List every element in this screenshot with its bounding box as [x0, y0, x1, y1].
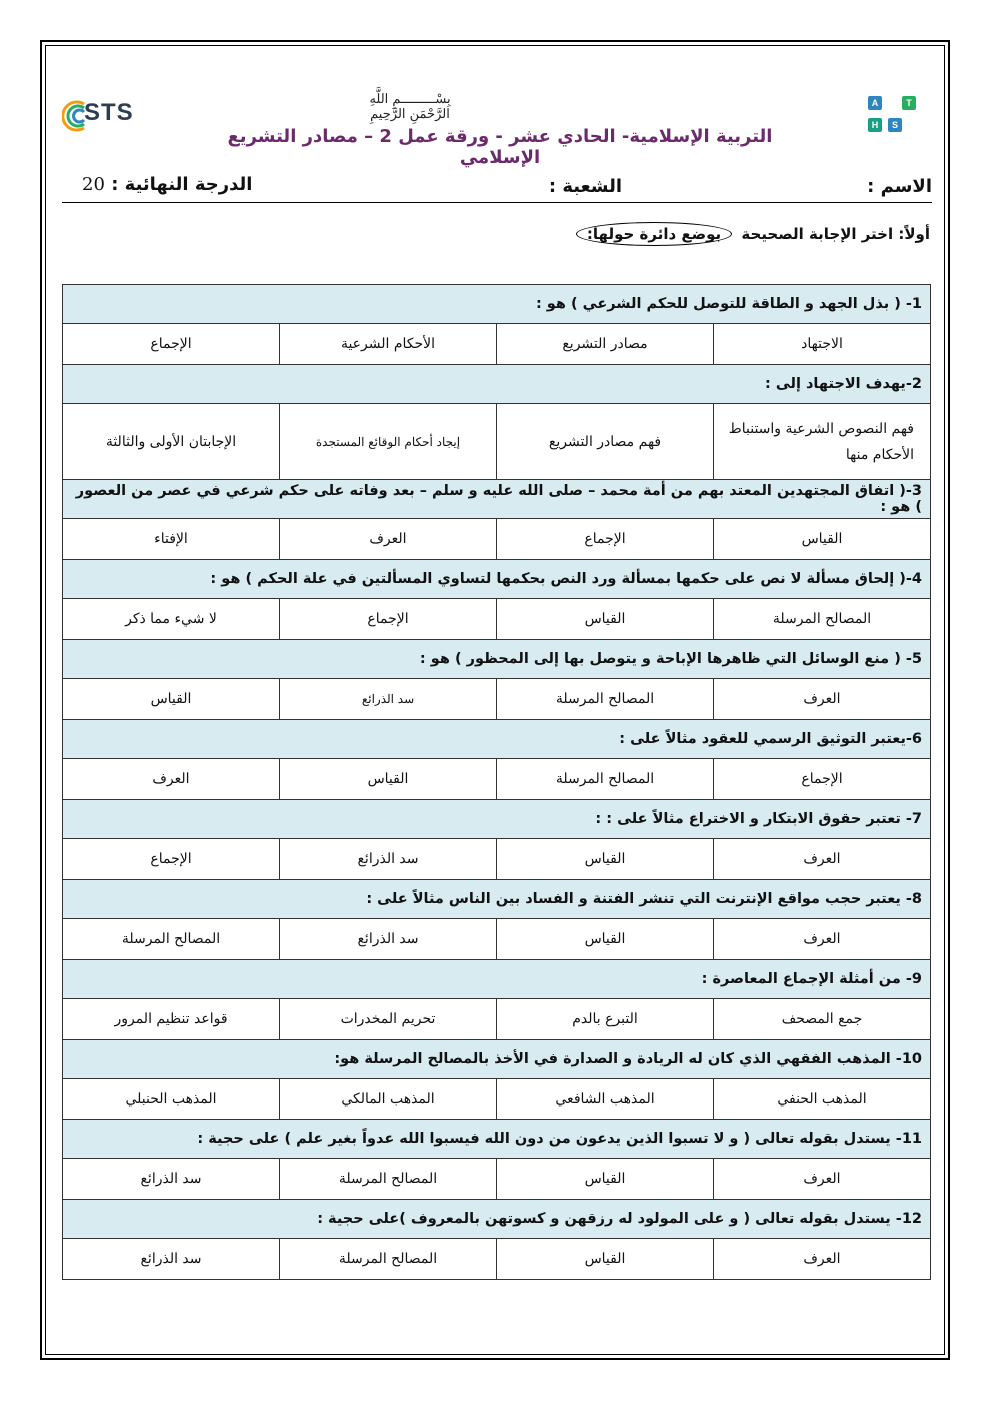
- question-text: 1- ( بذل الجهد و الطاقة للتوصل للحكم الشرعي ) هو :: [63, 285, 931, 324]
- options-row: [63, 999, 931, 1040]
- question-text: 3-( اتفاق المجتهدين المعتد بهم من أمة محمد – صلى الله عليه و سلم – بعد وفاته على حكم شرعي في عصر من العصور ) هو :: [63, 480, 931, 519]
- logo-letter-h: H: [868, 118, 882, 132]
- section-label: الشعبة :: [548, 176, 622, 197]
- options-row: [63, 759, 931, 800]
- option-2[interactable]: القياس: [497, 599, 714, 640]
- question-row: [63, 1120, 931, 1159]
- instruction-text: أولاً: اختر الإجابة الصحيحة: [741, 225, 930, 243]
- sts-logo-text: STS: [84, 99, 134, 126]
- question-text: 10- المذهب الفقهي الذي كان له الريادة و الصدارة في الأخذ بالمصالح المرسلة هو:: [63, 1040, 931, 1079]
- questions-table: [62, 284, 931, 1280]
- question-row: [63, 880, 931, 919]
- option-4[interactable]: سد الذرائع: [63, 1239, 280, 1280]
- options-row: [63, 599, 931, 640]
- option-1[interactable]: الإجماع: [714, 759, 931, 800]
- question-text: 4-( إلحاق مسألة لا نص على حكمها بمسألة ورد النص بحكمها لتساوي المسألتين في علة الحكم ) هو :: [63, 560, 931, 599]
- option-4[interactable]: الإجماع: [63, 839, 280, 880]
- option-1[interactable]: المصالح المرسلة: [714, 599, 931, 640]
- worksheet-title: التربية الإسلامية- الحادي عشر - ورقة عمل 2 – مصادر التشريع الإسلامي: [227, 126, 773, 168]
- grade-value: 20: [82, 174, 105, 195]
- question-text: 7- تعتبر حقوق الابتكار و الاختراع مثالاً على : :: [63, 800, 931, 839]
- options-row: [63, 1159, 931, 1200]
- option-3[interactable]: المصالح المرسلة: [280, 1239, 497, 1280]
- instruction: [576, 222, 930, 246]
- option-4[interactable]: لا شيء مما ذكر: [63, 599, 280, 640]
- option-3[interactable]: القياس: [280, 759, 497, 800]
- final-grade: [82, 174, 252, 195]
- option-2[interactable]: المذهب الشافعي: [497, 1079, 714, 1120]
- logo-letter-t: T: [902, 96, 916, 110]
- option-2[interactable]: الإجماع: [497, 519, 714, 560]
- option-3[interactable]: إيجاد أحكام الوقائع المستجدة: [280, 404, 497, 480]
- question-row: [63, 1200, 931, 1239]
- options-row: [63, 324, 931, 365]
- option-2[interactable]: مصادر التشريع: [497, 324, 714, 365]
- option-1[interactable]: العرف: [714, 839, 931, 880]
- option-2[interactable]: القياس: [497, 839, 714, 880]
- options-row: [63, 1079, 931, 1120]
- option-4[interactable]: الإجابتان الأولى والثالثة: [63, 404, 280, 480]
- question-row: [63, 560, 931, 599]
- question-text: 8- يعتبر حجب مواقع الإنترنت التي تنشر الفتنة و الفساد بين الناس مثالاً على :: [63, 880, 931, 919]
- option-4[interactable]: قواعد تنظيم المرور: [63, 999, 280, 1040]
- option-4[interactable]: العرف: [63, 759, 280, 800]
- option-4[interactable]: الإفتاء: [63, 519, 280, 560]
- options-row: [63, 839, 931, 880]
- option-2[interactable]: المصالح المرسلة: [497, 759, 714, 800]
- question-text: 11- يستدل بقوله تعالى ( و لا تسبوا الذين يدعون من دون الله فيسبوا الله عدواً بغير علم ) على حجية :: [63, 1120, 931, 1159]
- sts-logo: [62, 96, 152, 136]
- option-2[interactable]: القياس: [497, 919, 714, 960]
- option-1[interactable]: فهم النصوص الشرعية واستنباط الأحكام منها: [714, 404, 931, 480]
- option-2[interactable]: القياس: [497, 1239, 714, 1280]
- instruction-circled: بوضع دائرة حولها:: [576, 222, 732, 246]
- option-1[interactable]: القياس: [714, 519, 931, 560]
- option-3[interactable]: تحريم المخدرات: [280, 999, 497, 1040]
- options-row: [63, 519, 931, 560]
- option-2[interactable]: فهم مصادر التشريع: [497, 404, 714, 480]
- option-1[interactable]: العرف: [714, 1159, 931, 1200]
- question-row: [63, 480, 931, 519]
- option-1[interactable]: العرف: [714, 919, 931, 960]
- option-1[interactable]: جمع المصحف: [714, 999, 931, 1040]
- option-1[interactable]: العرف: [714, 1239, 931, 1280]
- question-text: 9- من أمثلة الإجماع المعاصرة :: [63, 960, 931, 999]
- option-4[interactable]: سد الذرائع: [63, 1159, 280, 1200]
- option-1[interactable]: المذهب الحنفي: [714, 1079, 931, 1120]
- options-row: [63, 919, 931, 960]
- option-3[interactable]: سد الذرائع: [280, 679, 497, 720]
- option-4[interactable]: الإجماع: [63, 324, 280, 365]
- question-text: 12- يستدل بقوله تعالى ( و على المولود له رزقهن و كسوتهن بالمعروف )على حجية :: [63, 1200, 931, 1239]
- question-row: [63, 640, 931, 679]
- question-row: [63, 800, 931, 839]
- option-2[interactable]: التبرع بالدم: [497, 999, 714, 1040]
- grade-label: الدرجة النهائية :: [111, 174, 253, 195]
- option-4[interactable]: المصالح المرسلة: [63, 919, 280, 960]
- aths-logo: [866, 94, 918, 136]
- logo-letter-s: S: [888, 118, 902, 132]
- option-2[interactable]: القياس: [497, 1159, 714, 1200]
- question-text: 2-يهدف الاجتهاد إلى :: [63, 365, 931, 404]
- question-row: [63, 960, 931, 999]
- logo-letter-a: A: [868, 96, 882, 110]
- options-row: [63, 404, 931, 480]
- option-3[interactable]: سد الذرائع: [280, 919, 497, 960]
- option-1[interactable]: العرف: [714, 679, 931, 720]
- question-row: [63, 365, 931, 404]
- question-text: 6-يعتبر التوثيق الرسمي للعقود مثالاً على :: [63, 720, 931, 759]
- options-row: [63, 679, 931, 720]
- options-row: [63, 1239, 931, 1280]
- option-4[interactable]: المذهب الحنبلي: [63, 1079, 280, 1120]
- name-label: الاسم :: [867, 176, 932, 197]
- option-3[interactable]: سد الذرائع: [280, 839, 497, 880]
- question-row: [63, 720, 931, 759]
- option-2[interactable]: المصالح المرسلة: [497, 679, 714, 720]
- option-3[interactable]: الإجماع: [280, 599, 497, 640]
- bismillah: بِسْـــــــــمِ اللَّهِ الرَّحْمَنِ الرَّحِيمِ: [369, 92, 451, 122]
- option-3[interactable]: العرف: [280, 519, 497, 560]
- option-3[interactable]: المذهب المالكي: [280, 1079, 497, 1120]
- option-4[interactable]: القياس: [63, 679, 280, 720]
- question-row: [63, 1040, 931, 1079]
- option-1[interactable]: الاجتهاد: [714, 324, 931, 365]
- question-text: 5- ( منع الوسائل التي ظاهرها الإباحة و يتوصل بها إلى المحظور ) هو :: [63, 640, 931, 679]
- student-info-row: [62, 166, 932, 203]
- question-row: [63, 285, 931, 324]
- option-3[interactable]: الأحكام الشرعية: [280, 324, 497, 365]
- option-3[interactable]: المصالح المرسلة: [280, 1159, 497, 1200]
